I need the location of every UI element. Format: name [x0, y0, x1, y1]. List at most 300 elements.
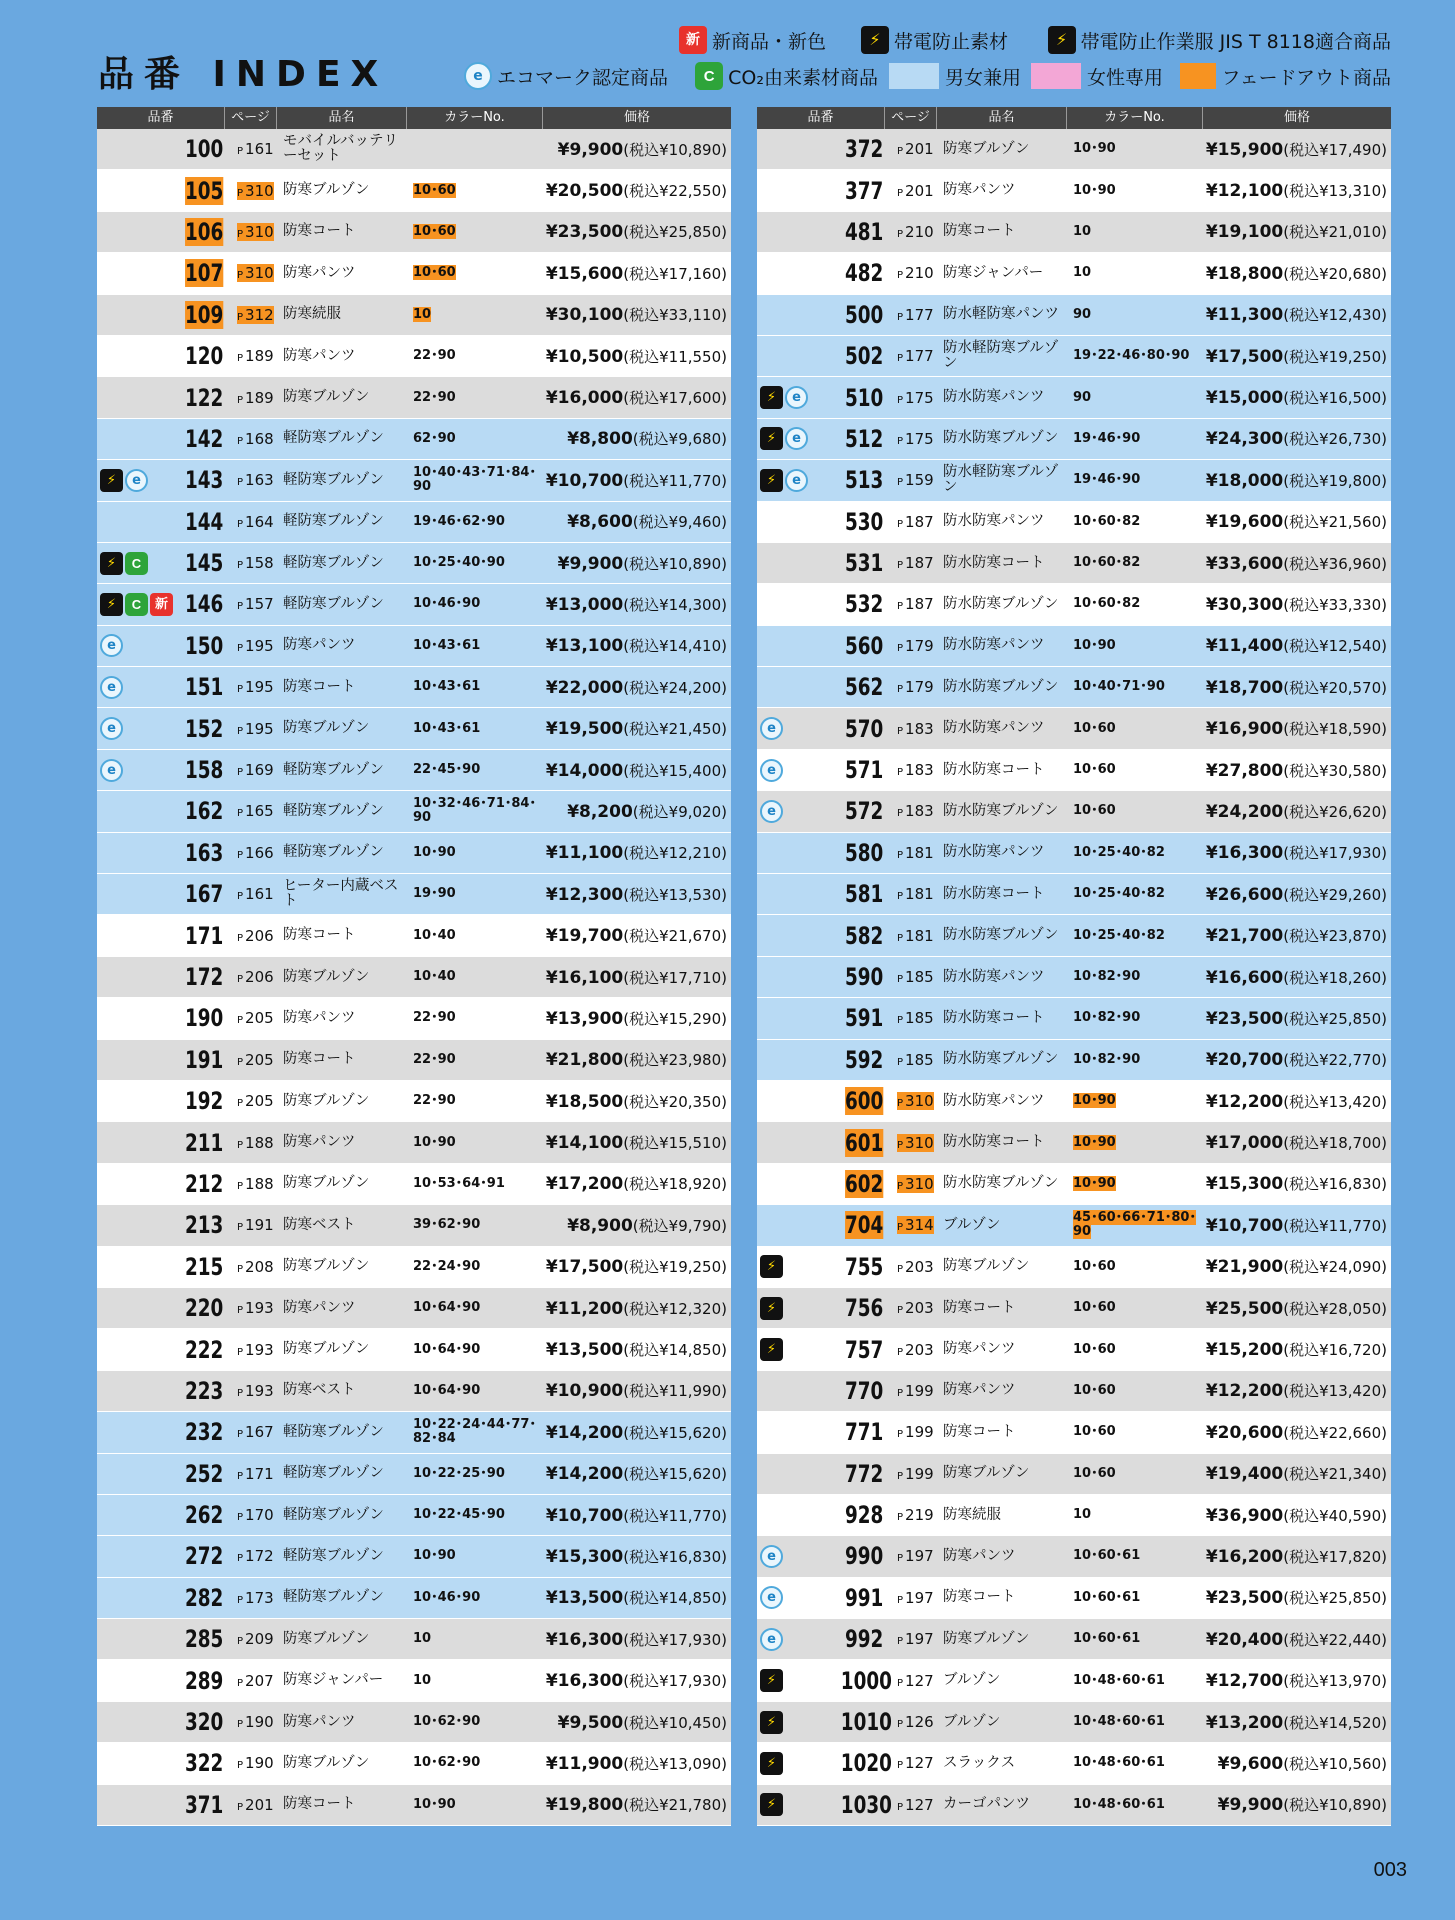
table-row [97, 584, 731, 625]
page-ref: P 199 [897, 1464, 934, 1483]
page-ref: P 127 [897, 1671, 934, 1690]
page-ref: P 193 [237, 1299, 274, 1318]
page-ref: P 181 [897, 843, 934, 862]
page-ref: P 193 [237, 1340, 274, 1359]
item-name: 防寒続服 [943, 1506, 1001, 1523]
price: ¥8,900(税込¥9,790) [567, 1215, 727, 1236]
table-row [757, 295, 1391, 336]
table-row [757, 1247, 1391, 1288]
item-name: 防寒ブルゾン [283, 1630, 370, 1647]
color-numbers: 10･40･43･71･84･90 [413, 465, 536, 495]
index-table-left [97, 107, 731, 1826]
page-ref: P 179 [897, 636, 934, 655]
item-number: 150 [184, 631, 224, 660]
table-row [757, 626, 1391, 667]
item-name: 防寒コート [283, 1051, 356, 1068]
table-row [757, 253, 1391, 294]
women-swatch [1031, 63, 1081, 89]
price: ¥11,200(税込¥12,320) [545, 1298, 727, 1319]
table-row [757, 915, 1391, 956]
item-number: 580 [844, 838, 884, 867]
table-row [97, 502, 731, 543]
item-number: 171 [184, 921, 224, 950]
item-name: 防寒ブルゾン [283, 1175, 370, 1192]
item-name: 防水軽防寒パンツ [943, 306, 1059, 323]
price: ¥19,400(税込¥21,340) [1205, 1464, 1387, 1485]
color-numbers: 10･48･60･61 [1073, 1755, 1165, 1771]
item-number: 232 [184, 1418, 224, 1447]
table-header: 品番 ページ 品名 カラーNo. 価格 [757, 107, 1391, 129]
table-row [97, 170, 731, 211]
page-ref: P 210 [897, 264, 934, 283]
price: ¥10,700(税込¥11,770) [1205, 1215, 1387, 1236]
price: ¥17,000(税込¥18,700) [1205, 1133, 1387, 1154]
item-number: 252 [184, 1459, 224, 1488]
page-ref: P 203 [897, 1257, 934, 1276]
table-row [757, 1081, 1391, 1122]
page-ref: P 168 [237, 429, 274, 448]
page-ref: P 181 [897, 926, 934, 945]
color-numbers: 10･60･82 [1073, 555, 1141, 571]
row-icons [757, 717, 833, 740]
page-ref: P 190 [237, 1754, 274, 1773]
color-numbers: 10･60 [1073, 1258, 1116, 1274]
page-ref: P 169 [237, 761, 274, 780]
item-name: 防寒コート [943, 1589, 1016, 1606]
item-name: 防寒ブルゾン [283, 1258, 370, 1275]
color-numbers: 10･90 [413, 1548, 456, 1564]
color-numbers: 10･60 [1073, 803, 1116, 819]
page-ref: P 206 [237, 968, 274, 986]
table-row [757, 584, 1391, 625]
table-row [97, 1122, 731, 1163]
item-number: 991 [844, 1583, 884, 1612]
price: ¥16,100(税込¥17,710) [545, 967, 727, 988]
item-number: 371 [184, 1790, 224, 1819]
item-name: 防寒パンツ [943, 1547, 1016, 1564]
color-numbers: 10･43･61 [413, 720, 481, 736]
color-numbers: 10･60 [413, 265, 456, 281]
table-row [97, 419, 731, 460]
row-icons [97, 469, 173, 492]
table-row [97, 915, 731, 956]
price: ¥12,300(税込¥13,530) [545, 884, 727, 905]
color-numbers: 22･90 [413, 348, 456, 364]
table-row [97, 1619, 731, 1660]
price: ¥13,000(税込¥14,300) [545, 594, 727, 615]
table-row [757, 1495, 1391, 1536]
item-name: ブルゾン [943, 1672, 1001, 1689]
table-row [97, 667, 731, 708]
price: ¥13,100(税込¥14,410) [545, 636, 727, 657]
price: ¥20,700(税込¥22,770) [1205, 1050, 1387, 1071]
item-name: 防寒パンツ [943, 182, 1016, 199]
item-name: 防寒ブルゾン [283, 720, 370, 737]
legend-new: 新 新商品・新色 [679, 24, 826, 56]
item-number: 122 [184, 383, 224, 412]
item-number: 757 [844, 1335, 884, 1364]
page-ref: P 189 [237, 388, 274, 407]
page-ref: P 205 [237, 1050, 274, 1069]
price: ¥23,500(税込¥25,850) [1205, 1588, 1387, 1609]
item-number: 162 [184, 797, 224, 826]
table-row [757, 1578, 1391, 1619]
row-icons [757, 759, 833, 782]
table-row [757, 1660, 1391, 1701]
table-row [757, 502, 1391, 543]
lightning-icon: ⚡ [760, 1752, 783, 1775]
color-numbers: 10･48･60･61 [1073, 1796, 1165, 1812]
item-number: 158 [184, 756, 224, 785]
price: ¥11,900(税込¥13,090) [545, 1753, 727, 1774]
item-number: 144 [184, 507, 224, 536]
item-name: 防水防寒パンツ [943, 637, 1045, 654]
page-ref: P 173 [237, 1588, 274, 1607]
lightning-icon: ⚡ [760, 1793, 783, 1816]
table-row [97, 750, 731, 791]
table-row [97, 957, 731, 998]
lightning-icon: ⚡ [760, 386, 783, 409]
ecomark-icon: e [760, 1586, 783, 1609]
lightning-icon: ⚡ [760, 1255, 783, 1278]
table-row [97, 1454, 731, 1495]
price: ¥12,100(税込¥13,310) [1205, 181, 1387, 202]
page-ref: P 191 [237, 1216, 274, 1235]
table-row [97, 833, 731, 874]
row-icons [757, 1255, 833, 1278]
item-number: 105 [184, 176, 224, 205]
item-number: 192 [184, 1087, 224, 1116]
color-numbers: 10･48･60･61 [1073, 1714, 1165, 1730]
item-name: 軽防寒ブルゾン [283, 595, 384, 612]
item-name: 軽防寒ブルゾン [283, 1465, 384, 1482]
color-numbers: 10･90 [413, 844, 456, 860]
table-row [97, 1743, 731, 1784]
price: ¥16,300(税込¥17,930) [545, 1629, 727, 1650]
price: ¥16,200(税込¥17,820) [1205, 1546, 1387, 1567]
price: ¥10,900(税込¥11,990) [545, 1381, 727, 1402]
table-row [97, 1329, 731, 1370]
item-name: 防寒パンツ [283, 347, 356, 364]
price: ¥18,000(税込¥19,800) [1205, 470, 1387, 491]
price: ¥10,700(税込¥11,770) [545, 470, 727, 491]
ecomark-icon: e [760, 800, 783, 823]
item-number: 513 [844, 466, 884, 495]
page-ref: P 167 [237, 1423, 274, 1442]
color-numbers: 19･46･90 [1073, 430, 1141, 446]
page-ref: P 175 [897, 429, 934, 448]
row-icons [97, 552, 173, 575]
table-row [757, 957, 1391, 998]
table-row [97, 253, 731, 294]
page-ref: P 195 [237, 636, 274, 655]
table-row [97, 1040, 731, 1081]
row-icons [757, 1628, 833, 1651]
table-row [97, 1660, 731, 1701]
page-ref: P 310 [897, 1092, 934, 1111]
color-numbers: 10･40 [413, 969, 456, 984]
page-ref: P 203 [897, 1340, 934, 1359]
page-ref: P 185 [897, 1050, 934, 1069]
item-number: 532 [844, 590, 884, 619]
color-numbers: 10･90 [1073, 182, 1116, 198]
table-row [757, 667, 1391, 708]
item-name: 防寒ジャンパー [943, 264, 1044, 281]
color-numbers: 22･24･90 [413, 1258, 481, 1274]
item-name: 防水軽防寒ブルゾン [943, 340, 1059, 372]
price: ¥19,100(税込¥21,010) [1205, 222, 1387, 243]
co2-icon: C [125, 552, 148, 575]
price: ¥19,500(税込¥21,450) [545, 719, 727, 740]
item-number: 223 [184, 1376, 224, 1405]
item-name: 防寒ブルゾン [943, 140, 1030, 157]
item-number: 377 [844, 176, 884, 205]
color-numbers: 10･46･90 [413, 1589, 481, 1605]
item-name: 防寒コート [283, 678, 356, 695]
price: ¥16,300(税込¥17,930) [1205, 843, 1387, 864]
item-number: 482 [844, 259, 884, 288]
item-number: 591 [844, 1004, 884, 1033]
page-ref: P 165 [237, 802, 274, 821]
item-number: 320 [184, 1708, 224, 1737]
item-number: 571 [844, 756, 884, 785]
item-name: 防寒ベスト [283, 1216, 356, 1233]
co2-icon: C [695, 62, 723, 90]
color-numbers: 10･43･61 [413, 637, 481, 653]
item-number: 562 [844, 673, 884, 702]
item-name: 防水防寒パンツ [943, 844, 1045, 861]
item-number: 592 [844, 1045, 884, 1074]
color-numbers: 10･90 [413, 1134, 456, 1150]
item-number: 704 [844, 1211, 884, 1240]
item-name: 防水防寒コート [943, 761, 1045, 778]
table-row [757, 1329, 1391, 1370]
page-ref: P 208 [237, 1257, 274, 1276]
page-ref: P 187 [897, 512, 934, 531]
price: ¥20,500(税込¥22,550) [545, 181, 727, 202]
item-name: 防寒パンツ [283, 1134, 356, 1151]
item-number: 512 [844, 424, 884, 453]
page-ref: P 185 [897, 968, 934, 986]
page-ref: P 175 [897, 388, 934, 407]
table-row [757, 1785, 1391, 1826]
table-row [97, 998, 731, 1039]
item-name: 防水防寒パンツ [943, 1092, 1045, 1109]
item-name: 軽防寒ブルゾン [283, 1423, 384, 1440]
price: ¥15,600(税込¥17,160) [545, 263, 727, 284]
item-number: 530 [844, 507, 884, 536]
color-numbers: 10･64･90 [413, 1341, 481, 1357]
page-ref: P 163 [237, 471, 274, 490]
price: ¥23,500(税込¥25,850) [1205, 1008, 1387, 1029]
table-row [757, 460, 1391, 501]
table-row [97, 1412, 731, 1453]
table-row [757, 1536, 1391, 1577]
price: ¥30,300(税込¥33,330) [1205, 594, 1387, 615]
row-icons [97, 717, 173, 740]
page-ref: P 209 [237, 1630, 274, 1649]
index-table-right [757, 107, 1391, 1826]
ecomark-icon: e [100, 634, 123, 657]
color-numbers: 10･60 [1073, 1341, 1116, 1357]
color-numbers: 10･22･24･44･77･82･84 [413, 1417, 536, 1447]
table-row [757, 1122, 1391, 1163]
color-numbers: 10･46･90 [413, 596, 481, 612]
color-numbers: 90 [1073, 306, 1092, 322]
price: ¥16,300(税込¥17,930) [545, 1671, 727, 1692]
price: ¥22,000(税込¥24,200) [545, 677, 727, 698]
color-numbers: 10･82･90 [1073, 1051, 1141, 1067]
table-row [757, 419, 1391, 460]
price: ¥18,800(税込¥20,680) [1205, 263, 1387, 284]
price: ¥20,400(税込¥22,440) [1205, 1629, 1387, 1650]
color-numbers: 10･22･25･90 [413, 1465, 505, 1481]
color-numbers: 10 [1073, 265, 1092, 281]
lightning-icon: ⚡ [760, 1338, 783, 1361]
item-number: 560 [844, 631, 884, 660]
item-number: 191 [184, 1045, 224, 1074]
item-name: 軽防寒ブルゾン [283, 554, 384, 571]
item-number: 272 [184, 1542, 224, 1571]
ecomark-icon: e [760, 1628, 783, 1651]
price: ¥13,500(税込¥14,850) [545, 1340, 727, 1361]
table-row [97, 1702, 731, 1743]
item-number: 1020 [840, 1749, 892, 1778]
item-number: 220 [184, 1294, 224, 1323]
color-numbers: 10･60･61 [1073, 1631, 1141, 1647]
page-ref: P 177 [897, 347, 934, 366]
price: ¥16,600(税込¥18,260) [1205, 967, 1387, 988]
item-name: 防寒パンツ [283, 264, 356, 281]
item-name: 軽防寒ブルゾン [283, 513, 384, 530]
item-name: 防寒ブルゾン [283, 389, 370, 406]
page-ref: P 183 [897, 719, 934, 738]
item-name: 防寒ブルゾン [283, 1754, 370, 1771]
item-number: 772 [844, 1459, 884, 1488]
page-ref: P 183 [897, 761, 934, 780]
color-numbers: 10･60 [1073, 720, 1116, 736]
page-ref: P 310 [897, 1133, 934, 1152]
color-numbers: 10･90 [1073, 141, 1116, 157]
item-name: 防寒パンツ [283, 1713, 356, 1730]
lightning-icon: ⚡ [1048, 26, 1076, 54]
item-name: 防水防寒コート [943, 1134, 1045, 1151]
table-row [97, 1371, 731, 1412]
item-number: 211 [184, 1128, 224, 1157]
table-row [97, 377, 731, 418]
item-number: 372 [844, 135, 884, 164]
item-name: 防寒コート [943, 1299, 1016, 1316]
page-ref: P 197 [897, 1630, 934, 1649]
item-number: 770 [844, 1376, 884, 1405]
price: ¥15,900(税込¥17,490) [1205, 139, 1387, 160]
color-numbers: 22･45･90 [413, 762, 481, 778]
row-icons [97, 759, 173, 782]
price: ¥26,600(税込¥29,260) [1205, 884, 1387, 905]
color-numbers: 10･60 [1073, 1382, 1116, 1398]
item-number: 163 [184, 838, 224, 867]
page-ref: P 188 [237, 1174, 274, 1193]
color-numbers: 10･25･40･82 [1073, 844, 1165, 860]
row-icons [757, 1793, 833, 1816]
legend [431, 24, 1391, 94]
color-numbers: 10･60 [413, 223, 456, 239]
item-number: 322 [184, 1749, 224, 1778]
price: ¥10,700(税込¥11,770) [545, 1505, 727, 1526]
item-name: 防水防寒ブルゾン [943, 1051, 1059, 1068]
color-numbers: 22･90 [413, 1010, 456, 1026]
color-numbers: 10･60 [1073, 1300, 1116, 1316]
price: ¥11,300(税込¥12,430) [1205, 305, 1387, 326]
item-number: 142 [184, 424, 224, 453]
table-row [757, 708, 1391, 749]
page-ref: P 310 [897, 1174, 934, 1193]
price: ¥14,200(税込¥15,620) [545, 1422, 727, 1443]
color-numbers: 10･60 [1073, 1465, 1116, 1481]
page-ref: P 310 [237, 222, 274, 241]
table-row [757, 212, 1391, 253]
ecomark-icon: e [100, 759, 123, 782]
row-icons [757, 800, 833, 823]
table-row [97, 1205, 731, 1246]
page-ref: P 197 [897, 1588, 934, 1607]
table-row [97, 626, 731, 667]
color-numbers: 10･60･82 [1073, 513, 1141, 529]
unisex-swatch [889, 63, 939, 89]
item-name: 軽防寒ブルゾン [283, 430, 384, 447]
item-name: 防水防寒ブルゾン [943, 1175, 1059, 1192]
price: ¥13,900(税込¥15,290) [545, 1008, 727, 1029]
price: ¥25,500(税込¥28,050) [1205, 1298, 1387, 1319]
price: ¥17,500(税込¥19,250) [1205, 346, 1387, 367]
lightning-icon: ⚡ [100, 469, 123, 492]
item-name: 防寒パンツ [283, 1009, 356, 1026]
color-numbers: 10･25･40･82 [1073, 927, 1165, 943]
item-number: 151 [184, 673, 224, 702]
color-numbers: 10 [413, 1631, 432, 1647]
table-row [757, 833, 1391, 874]
item-name: 防寒ブルゾン [283, 968, 370, 985]
price: ¥12,200(税込¥13,420) [1205, 1381, 1387, 1402]
page-ref: P 161 [237, 140, 274, 159]
table-row [97, 1578, 731, 1619]
item-number: 152 [184, 714, 224, 743]
color-numbers: 10･90 [1073, 1175, 1116, 1191]
table-row [97, 708, 731, 749]
item-name: 防水防寒ブルゾン [943, 802, 1059, 819]
legend-unisex: 男女兼用 [889, 60, 1021, 92]
page-ref: P 172 [237, 1547, 274, 1566]
color-numbers: 10･40･71･90 [1073, 679, 1165, 695]
price: ¥19,700(税込¥21,670) [545, 926, 727, 947]
price: ¥12,200(税込¥13,420) [1205, 1091, 1387, 1112]
table-row [757, 1205, 1391, 1246]
table-row [97, 460, 731, 501]
page-ref: P 206 [237, 926, 274, 945]
item-number: 143 [184, 466, 224, 495]
ecomark-icon: e [785, 469, 808, 492]
table-row [757, 1371, 1391, 1412]
item-number: 481 [844, 217, 884, 246]
item-name: 防寒パンツ [283, 1299, 356, 1316]
row-icons [97, 634, 173, 657]
item-name: カーゴパンツ [943, 1796, 1030, 1813]
table-row [757, 1743, 1391, 1784]
color-numbers: 10･90 [1073, 1093, 1116, 1109]
page-ref: P 201 [897, 181, 934, 200]
table-row [757, 543, 1391, 584]
price: ¥30,100(税込¥33,110) [545, 305, 727, 326]
